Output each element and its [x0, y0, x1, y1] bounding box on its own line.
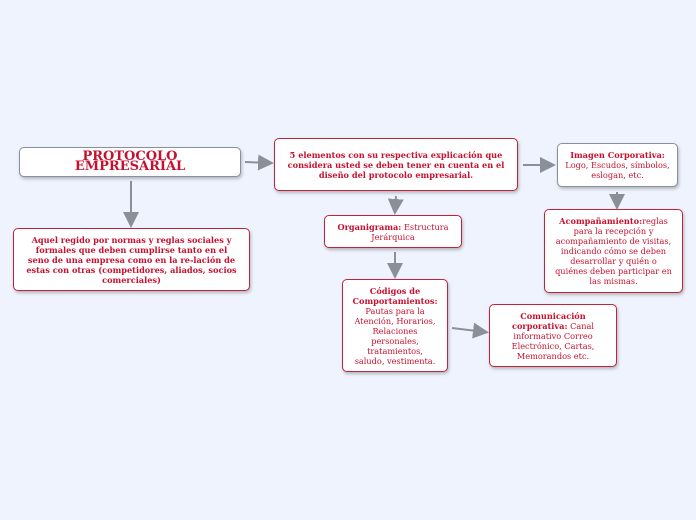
organigrama-text: Estructura Jerárquica: [371, 221, 449, 242]
root-node[interactable]: [19, 147, 241, 177]
connector-codigos-comunicacion: [452, 328, 485, 332]
acompanamiento-label: Acompañamiento:: [559, 216, 643, 226]
imagen-corporativa-node[interactable]: [557, 143, 678, 187]
codigos-label: Códigos de Comportamientos:: [352, 285, 438, 306]
organigrama-node[interactable]: [324, 215, 462, 248]
center-text: 5 elementos con su respectiva explicación que considera usted se deben tener en cuenta en el diseño del protocolo empresarial.: [287, 149, 505, 180]
codigos-node[interactable]: [342, 279, 448, 372]
acompanamiento-text: reglas para la recepción y acompañamiento de visitas, indicando cómo se deben desarrollar y quién o quiénes deben participar en las mismas.: [555, 216, 672, 286]
comunicacion-node[interactable]: [489, 304, 617, 367]
definition-text: Aquel regido por normas y reglas sociales y formales que deben cumplirse tanto en el seno de una empresa como en la re-lación de estas con otras (competidores, aliados, socios comerciales): [26, 234, 237, 285]
imagen-label: Imagen Corporativa:: [570, 150, 665, 160]
definition-node[interactable]: [13, 228, 250, 291]
comunicacion-text: Canal informativo Correo Electrónico, Cartas, Memorandos etc.: [511, 320, 595, 361]
organigrama-label: Organigrama:: [337, 221, 402, 232]
comunicacion-label: Comunicación corporativa:: [511, 310, 586, 331]
center-node[interactable]: [274, 138, 518, 191]
acompanamiento-node[interactable]: [544, 209, 683, 293]
connector-root-center: [245, 162, 270, 163]
codigos-text: Pautas para la Atención, Horarios, Relaciones personales, tratamientos, saludo, vestimenta.: [354, 305, 436, 366]
connector-center-organigrama: [395, 196, 396, 211]
root-title: PROTOCOLO EMPRESARIAL: [74, 149, 186, 174]
imagen-text: Logo, Escudos, símbolos, eslogan, etc.: [565, 160, 670, 180]
